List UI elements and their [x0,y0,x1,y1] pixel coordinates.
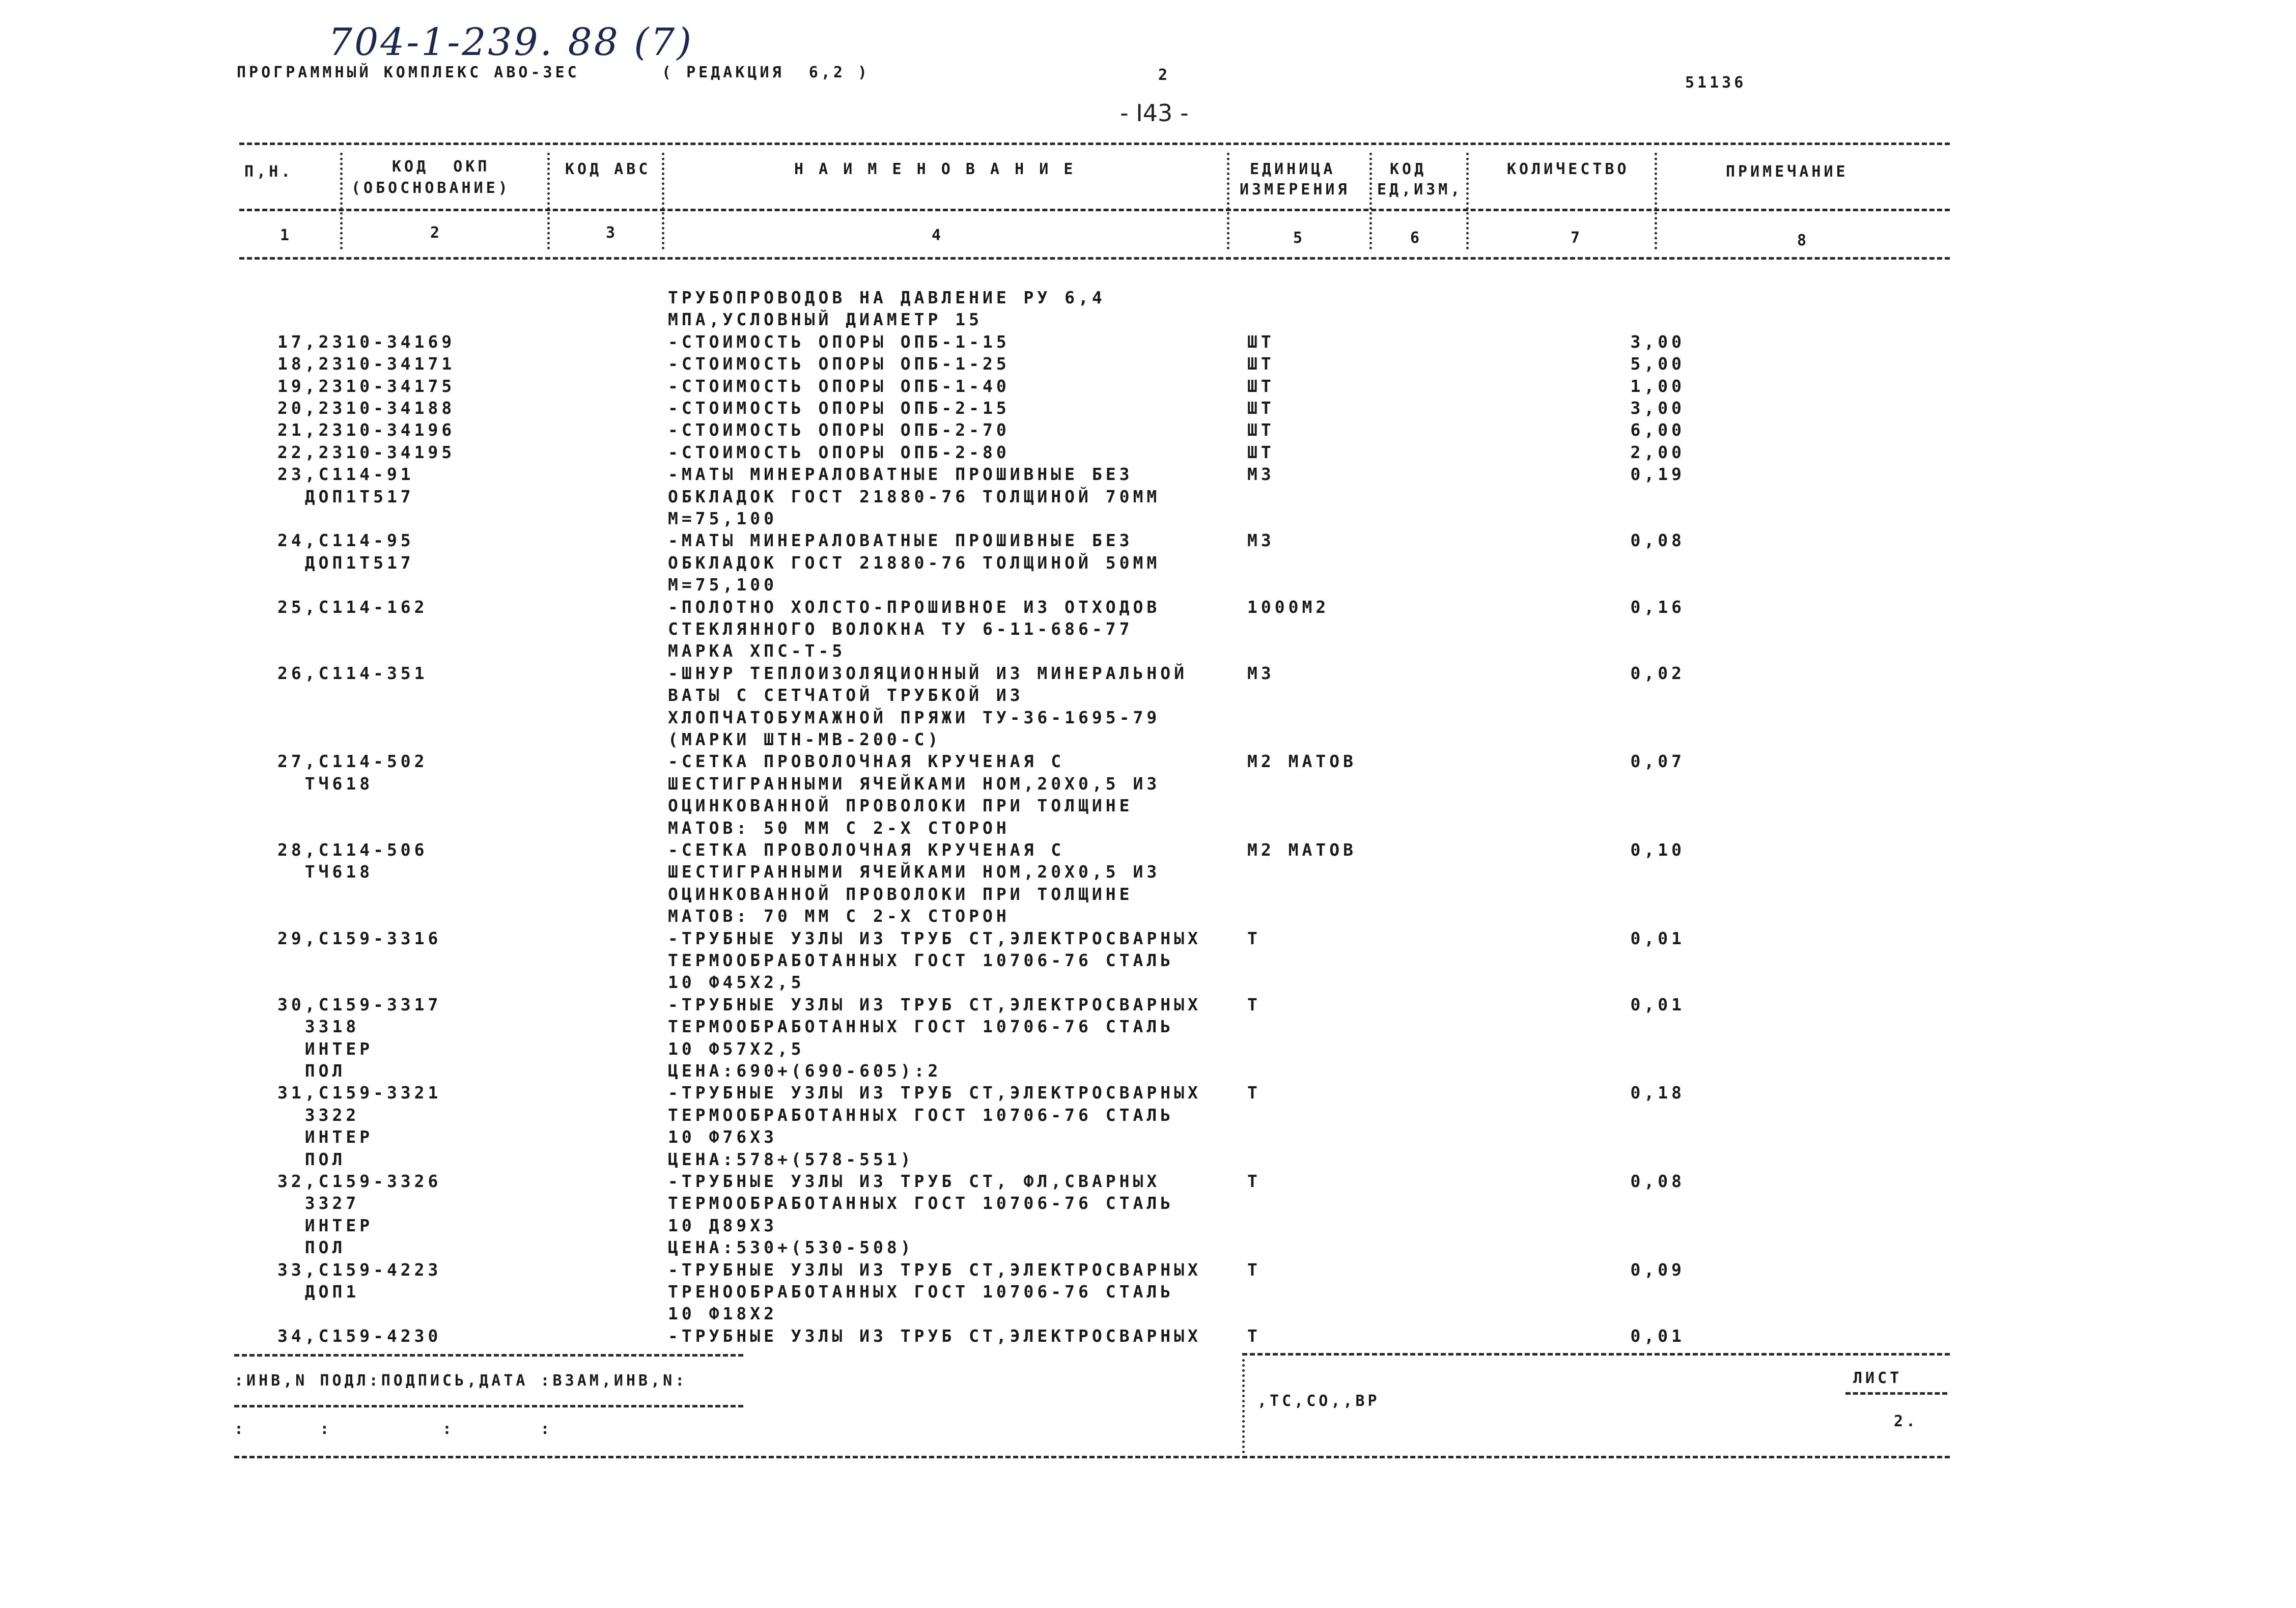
row-name: МПА,УСЛОВНЫЙ ДИАМЕТР 15 [668,309,983,330]
row-code: 3318 [277,1017,360,1037]
row-quantity: 0,18 [1630,1083,1685,1103]
row-name: ЦЕНА:690+(690-605):2 [668,1061,942,1081]
row-code: 26,С114-351 [277,663,428,683]
row-name: 10 Д89Х3 [668,1215,777,1235]
stamp-cells: : : : : [234,1420,553,1438]
row-name: -ТРУБНЫЕ УЗЛЫ ИЗ ТРУБ СТ,ЭЛЕКТРОСВАРНЫХ [668,1325,1201,1346]
col-header-name: Н А И М Е Н О В А Н И Е [794,160,1076,178]
row-unit: ШТ [1247,442,1275,462]
sheet-box-rule [1845,1392,1947,1395]
edition-label: ( РЕДАКЦИЯ 6,2 ) [662,64,871,81]
row-code: 19,2310-34175 [277,376,456,396]
col-header-pn: П,Н. [244,163,294,181]
row-code: ИНТЕР [277,1215,374,1235]
col-separator [340,153,343,249]
row-code: ДОП1 [277,1282,360,1302]
row-unit: Т [1247,994,1261,1014]
row-name: ТЕРМООБРАБОТАННЫХ ГОСТ 10706-76 СТАЛЬ [668,1105,1174,1125]
row-code: ПОЛ [277,1149,346,1169]
row-name: -ТРУБНЫЕ УЗЛЫ ИЗ ТРУБ СТ, ФЛ,СВАРНЫХ [668,1171,1161,1191]
col-num-8: 8 [1797,232,1810,249]
row-name: -ШНУР ТЕПЛОИЗОЛЯЦИОННЫЙ ИЗ МИНЕРАЛЬНОЙ [668,663,1188,683]
row-quantity: 3,00 [1630,398,1685,418]
row-name: 10 Ф45Х2,5 [668,972,805,993]
row-name: ТЕРМООБРАБОТАННЫХ ГОСТ 10706-76 СТАЛЬ [668,1017,1174,1037]
row-quantity: 0,01 [1630,928,1685,948]
col-header-okp: КОД ОКП [392,158,490,176]
row-name: -СТОИМОСТЬ ОПОРЫ ОПБ-1-25 [668,354,1010,374]
title-block-left-border [1242,1359,1245,1453]
row-unit: М2 МАТОВ [1247,840,1357,860]
row-name: ШЕСТИГРАННЫМИ ЯЧЕЙКАМИ НОМ,20Х0,5 ИЗ [668,773,1161,794]
header-bottom-rule [239,257,1950,260]
title-block-code: ,ТС,СО,,ВР [1257,1392,1380,1410]
row-quantity: 5,00 [1630,354,1685,374]
row-name: ТЕРМООБРАБОТАННЫХ ГОСТ 10706-76 СТАЛЬ [668,950,1174,970]
row-name: 10 Ф76Х3 [668,1127,777,1147]
col-header-basis: (ОБОСНОВАНИЕ) [351,179,511,197]
col-separator [1466,153,1469,249]
row-code: 30,С159-3317 [277,994,442,1014]
row-unit: М3 [1247,530,1275,551]
stamp-top-rule [234,1354,743,1357]
col-header-abc: КОД АВС [565,160,651,178]
row-name: -ТРУБНЫЕ УЗЛЫ ИЗ ТРУБ СТ,ЭЛЕКТРОСВАРНЫХ [668,928,1201,948]
col-num-1: 1 [280,227,293,244]
row-unit: ШТ [1247,354,1275,374]
row-quantity: 3,00 [1630,331,1685,352]
row-code: 27,С114-502 [277,751,428,772]
row-quantity: 0,07 [1630,751,1685,772]
row-name: -ТРУБНЫЕ УЗЛЫ ИЗ ТРУБ СТ,ЭЛЕКТРОСВАРНЫХ [668,1083,1201,1103]
stamp-mid-rule [234,1405,743,1407]
col-header-unit-code: КОД [1390,160,1427,178]
sheet-marker: 2 [1158,66,1171,84]
col-num-7: 7 [1571,229,1583,247]
header-mid-rule [239,209,1950,211]
page-number: - I43 - [1120,99,1189,127]
row-code: 34,С159-4230 [277,1325,442,1346]
row-name: ТЕРМООБРАБОТАННЫХ ГОСТ 10706-76 СТАЛЬ [668,1193,1174,1214]
row-name: -МАТЫ МИНЕРАЛОВАТНЫЕ ПРОШИВНЫЕ БЕЗ [668,530,1133,551]
row-unit: Т [1247,1083,1261,1103]
header-top-rule [239,143,1950,145]
col-separator [1369,153,1372,249]
col-separator [547,153,550,249]
row-code: 25,С114-162 [277,597,428,617]
row-unit: М3 [1247,464,1275,485]
row-name: -СТОИМОСТЬ ОПОРЫ ОПБ-1-15 [668,331,1010,352]
row-code: ПОЛ [277,1061,346,1081]
row-name: ОЦИНКОВАННОЙ ПРОВОЛОКИ ПРИ ТОЛЩИНЕ [668,796,1133,816]
row-quantity: 0,08 [1630,1171,1685,1191]
col-num-2: 2 [430,224,443,242]
row-name: -СТОИМОСТЬ ОПОРЫ ОПБ-2-80 [668,442,1010,462]
col-separator [1227,153,1229,249]
row-unit: Т [1247,928,1261,948]
row-unit: М2 МАТОВ [1247,751,1357,772]
row-name: -МАТЫ МИНЕРАЛОВАТНЫЕ ПРОШИВНЫЕ БЕЗ [668,464,1133,485]
row-code: 24,С114-95 [277,530,414,551]
col-num-5: 5 [1293,229,1306,247]
row-code: ПОЛ [277,1237,346,1258]
title-block-top-rule [1242,1353,1950,1356]
row-code: 17,2310-34169 [277,331,456,352]
row-unit: Т [1247,1259,1261,1280]
row-quantity: 0,01 [1630,994,1685,1014]
row-name: 10 Ф18Х2 [668,1304,777,1324]
row-unit: Т [1247,1325,1261,1346]
row-name: -СТОИМОСТЬ ОПОРЫ ОПБ-2-15 [668,398,1010,418]
row-quantity: 0,02 [1630,663,1685,683]
row-name: ХЛОПЧАТОБУМАЖНОЙ ПРЯЖИ ТУ-36-1695-79 [668,707,1161,727]
row-quantity: 0,08 [1630,530,1685,551]
row-code: 3322 [277,1105,360,1125]
row-name: ВАТЫ С СЕТЧАТОЙ ТРУБКОЙ ИЗ [668,685,1024,706]
handwritten-document-number: 704-1-239. 88 (7) [328,20,694,64]
row-name: СТЕКЛЯННОГО ВОЛОКНА ТУ 6-11-686-77 [668,619,1133,639]
stamp-bottom-rule [234,1456,1950,1458]
col-header-unit: ЕДИНИЦА [1250,160,1336,178]
col-separator [662,153,664,249]
col-header-unit-2: ИЗМЕРЕНИЯ [1240,181,1350,199]
col-header-note: ПРИМЕЧАНИЕ [1726,163,1849,181]
col-num-6: 6 [1410,229,1423,247]
col-num-3: 3 [606,224,619,242]
stamp-header: :ИНВ,N ПОДЛ:ПОДПИСЬ,ДАТА :ВЗАМ,ИНВ,N: [234,1372,688,1390]
row-quantity: 2,00 [1630,442,1685,462]
row-name: -ТРУБНЫЕ УЗЛЫ ИЗ ТРУБ СТ,ЭЛЕКТРОСВАРНЫХ [668,994,1201,1014]
row-code: 32,С159-3326 [277,1171,442,1191]
row-code: 3327 [277,1193,360,1214]
row-name: -СЕТКА ПРОВОЛОЧНАЯ КРУЧЕНАЯ С [668,840,1065,860]
row-name: ЦЕНА:530+(530-508) [668,1237,914,1258]
row-unit: ШТ [1247,398,1275,418]
row-name: ЦЕНА:578+(578-551) [668,1149,914,1169]
row-name: 10 Ф57Х2,5 [668,1038,805,1059]
row-name: ОБКЛАДОК ГОСТ 21880-76 ТОЛЩИНОЙ 50ММ [668,552,1161,573]
row-name: ТРУБОПРОВОДОВ НА ДАВЛЕНИЕ РУ 6,4 [668,288,1106,307]
row-name: -СТОИМОСТЬ ОПОРЫ ОПБ-2-70 [668,420,1010,440]
row-code: 18,2310-34171 [277,354,456,374]
row-code: 31,С159-3321 [277,1083,442,1103]
row-code: ТЧ618 [277,862,374,882]
row-name: МАТОВ: 70 ММ С 2-Х СТОРОН [668,906,1010,926]
row-code: 33,С159-4223 [277,1259,442,1280]
row-unit: Т [1247,1171,1261,1191]
row-unit: ШТ [1247,376,1275,396]
row-name: -ПОЛОТНО ХОЛСТО-ПРОШИВНОЕ ИЗ ОТХОДОВ [668,597,1161,617]
row-name: ТРЕНООБРАБОТАННЫХ ГОСТ 10706-76 СТАЛЬ [668,1282,1174,1302]
row-name: (МАРКИ ШТН-МВ-200-С) [668,729,942,749]
row-code: ИНТЕР [277,1127,374,1147]
row-code: 23,С114-91 [277,464,414,485]
row-unit: М3 [1247,663,1275,683]
document-code: 51136 [1685,74,1747,92]
row-quantity: 0,10 [1630,840,1685,860]
row-quantity: 0,19 [1630,464,1685,485]
col-header-unit-code-2: ЕД,ИЗМ, [1377,181,1463,199]
row-quantity: 0,16 [1630,597,1685,617]
row-code: 20,2310-34188 [277,398,456,418]
row-name: М=75,100 [668,509,777,528]
row-code: 22,2310-34195 [277,442,456,462]
row-name: ОЦИНКОВАННОЙ ПРОВОЛОКИ ПРИ ТОЛЩИНЕ [668,884,1133,904]
row-code: ИНТЕР [277,1038,374,1059]
row-quantity: 1,00 [1630,376,1685,396]
row-name: ОБКЛАДОК ГОСТ 21880-76 ТОЛЩИНОЙ 70ММ [668,486,1161,506]
row-name: ШЕСТИГРАННЫМИ ЯЧЕЙКАМИ НОМ,20Х0,5 ИЗ [668,862,1161,882]
row-unit: ШТ [1247,420,1275,440]
sheet-number: 2. [1894,1413,1919,1430]
program-name: ПРОГРАММНЫЙ КОМПЛЕКС АВО-ЗЕС [237,64,580,81]
col-header-quantity: КОЛИЧЕСТВО [1507,160,1630,178]
row-code: 21,2310-34196 [277,420,456,440]
row-code: 28,С114-506 [277,840,428,860]
row-code: ТЧ618 [277,773,374,794]
sheet-label: ЛИСТ [1853,1369,1902,1387]
row-unit: 1000М2 [1247,597,1330,617]
row-name: -СТОИМОСТЬ ОПОРЫ ОПБ-1-40 [668,376,1010,396]
row-quantity: 6,00 [1630,420,1685,440]
col-separator [1655,153,1657,249]
row-code: 29,С159-3316 [277,928,442,948]
row-unit: ШТ [1247,331,1275,352]
row-name: МАРКА ХПС-Т-5 [668,641,846,661]
row-code: ДОП1Т517 [277,552,414,573]
row-quantity: 0,09 [1630,1259,1685,1280]
row-name: МАТОВ: 50 ММ С 2-Х СТОРОН [668,817,1010,838]
row-name: М=75,100 [668,575,777,595]
row-name: -ТРУБНЫЕ УЗЛЫ ИЗ ТРУБ СТ,ЭЛЕКТРОСВАРНЫХ [668,1259,1201,1280]
row-quantity: 0,01 [1630,1325,1685,1346]
row-code: ДОП1Т517 [277,486,414,506]
row-name: -СЕТКА ПРОВОЛОЧНАЯ КРУЧЕНАЯ С [668,751,1065,772]
col-num-4: 4 [932,227,944,244]
